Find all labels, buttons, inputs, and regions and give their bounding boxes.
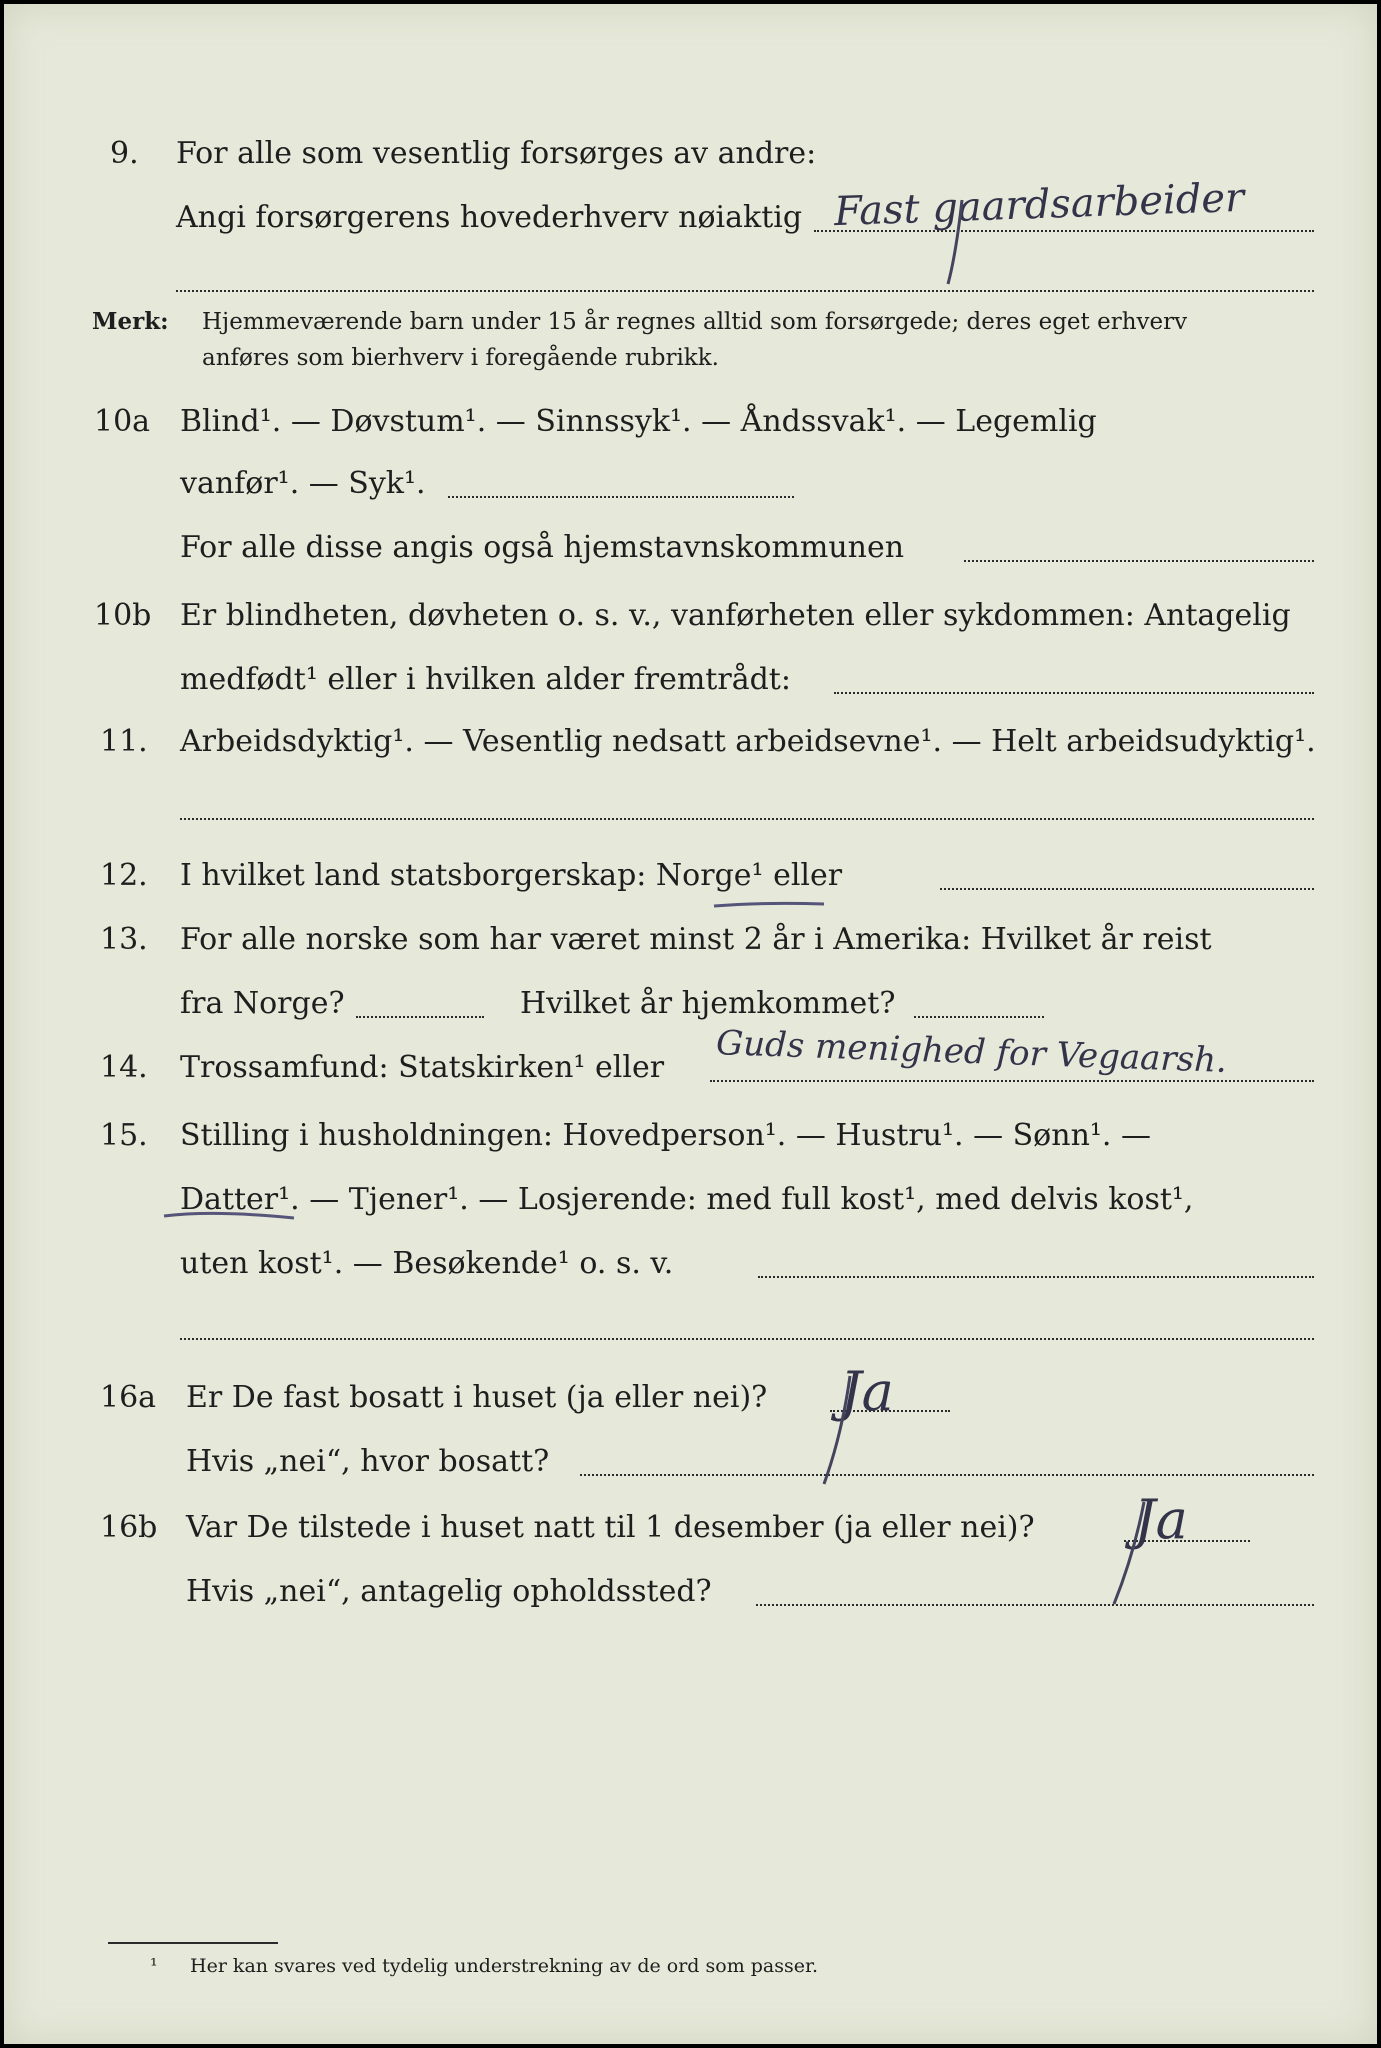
footnote-mark: ¹ [150,1955,158,1977]
q12-number: 12. [100,858,148,893]
footnote-text: Her kan svares ved tydelig understrekning av de ord som passer. [190,1955,819,1977]
q10a-line2: vanfør¹. — Syk¹. [180,466,426,501]
q15-line3: uten kost¹. — Besøkende¹ o. s. v. [180,1246,674,1281]
q9-pen-stroke [948,200,962,284]
q14-number: 14. [100,1050,148,1085]
q13-line2b: Hvilket år hjemkommet? [520,986,896,1021]
q16a-number: 16a [100,1380,157,1415]
datter-underline [164,1213,294,1218]
q13-line2a: fra Norge? [180,986,345,1021]
q10b-number: 10b [94,598,152,633]
q9-line1: For alle som vesentlig forsørges av andre: [176,136,817,171]
q16b-pen-stroke [1114,1502,1144,1604]
q14-line1: Trossamfund: Statskirken¹ eller [180,1050,665,1085]
norge-underline [714,903,824,906]
q10a-line1: Blind¹. — Døvstum¹. — Sinnssyk¹. — Åndssvak¹. — Legemlig [180,404,1097,439]
q15-number: 15. [100,1118,148,1153]
q10a-number: 10a [94,404,151,439]
q16b-handwritten-answer: Ja [1134,1488,1188,1551]
q15-line1: Stilling i husholdningen: Hovedperson¹. — Hustru¹. — Sønn¹. — [180,1118,1151,1153]
q13-number: 13. [100,922,148,957]
q16b-line1: Var De tilstede i huset natt til 1 desember (ja eller nei)? [186,1510,1035,1545]
q9-handwritten-answer: Fast gaardsarbeider [833,174,1245,236]
q14-handwritten-answer: Guds menighed for Vegaarsh. [715,1023,1228,1081]
merk-label: Merk: [92,308,169,335]
q16b-number: 16b [100,1510,158,1545]
q16a-pen-stroke [824,1376,850,1484]
census-form-page [4,4,1377,2044]
q11-number: 11. [100,724,148,759]
q10b-line1: Er blindheten, døvheten o. s. v., vanførheten eller sykdommen: Antagelig [180,598,1291,633]
merk-line2: anføres som bierhverv i foregående rubrikk. [202,345,719,371]
merk-line1: Hjemmeværende barn under 15 år regnes alltid som forsørgede; deres eget erhverv [202,309,1188,335]
q16a-line1: Er De fast bosatt i huset (ja eller nei)? [186,1380,768,1415]
q13-line1: For alle norske som har været minst 2 år i Amerika: Hvilket år reist [180,922,1212,957]
q9-line2: Angi forsørgerens hovederhverv nøiaktig [176,200,803,235]
q16b-line2: Hvis „nei“, antagelig opholdssted? [186,1574,712,1609]
q12-line1: I hvilket land statsborgerskap: Norge¹ eller [180,858,843,893]
q16a-handwritten-answer: Ja [840,1360,894,1423]
q9-number: 9. [110,136,139,171]
q15-line2: Datter¹. — Tjener¹. — Losjerende: med full kost¹, med delvis kost¹, [180,1182,1194,1217]
pen-marks [4,4,1377,2044]
q10a-line3: For alle disse angis også hjemstavnskommunen [180,530,905,565]
q10b-line2: medfødt¹ eller i hvilken alder fremtrådt: [180,662,791,697]
q11-line1: Arbeidsdyktig¹. — Vesentlig nedsatt arbeidsevne¹. — Helt arbeidsudyktig¹. [180,724,1316,759]
q16a-line2: Hvis „nei“, hvor bosatt? [186,1444,550,1479]
